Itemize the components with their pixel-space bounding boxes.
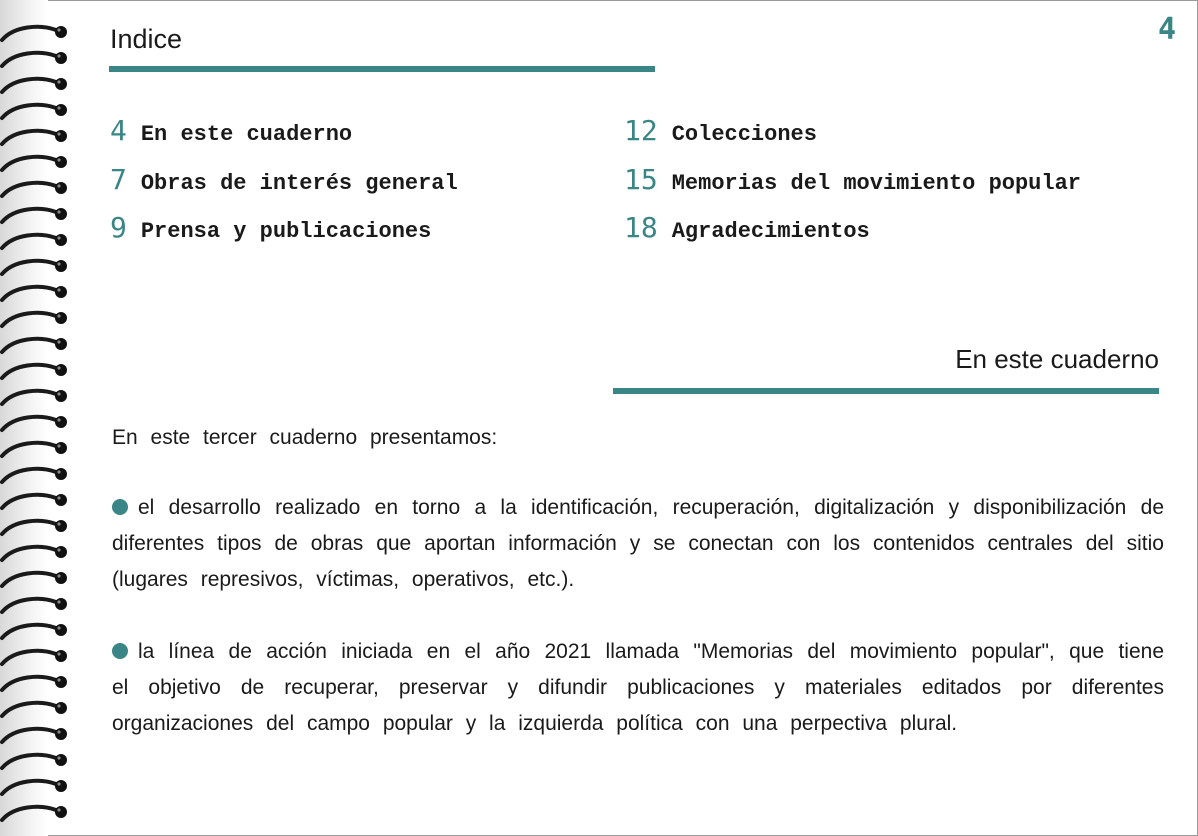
toc-item[interactable] — [624, 211, 870, 244]
bullet-text: el desarrollo realizado en torno a la identificación, recuperación, digitalización y disponibilización de diferentes tipos de obras que aportan información y se conectan con los contenidos centrales del sitio (lugares represivos, víctimas, operativos, etc.). — [112, 496, 1164, 591]
bullet-paragraph — [112, 634, 1164, 742]
toc-label: Prensa y publicaciones — [140, 219, 432, 244]
toc-page-number: 18 — [624, 211, 658, 244]
index-title: Indice — [110, 24, 183, 54]
bullet-paragraph — [112, 490, 1164, 598]
toc-page-number: 4 — [110, 114, 127, 147]
toc-item[interactable] — [624, 114, 817, 147]
toc-page-number: 15 — [624, 163, 658, 196]
bullet-text: la línea de acción iniciada en el año 2021 llamada "Memorias del movimiento popular", que tiene el objetivo de recuperar, preservar y difundir publicaciones y materiales editados por diferentes organizaciones del campo popular y la izquierda política con una perpectiva plural. — [112, 640, 1164, 735]
index-divider — [109, 66, 655, 72]
toc-label: Obras de interés general — [140, 171, 458, 196]
toc-item[interactable] — [110, 114, 352, 147]
bullet-dot-icon — [112, 643, 128, 659]
bullet-dot-icon — [112, 499, 128, 515]
toc-label: Agradecimientos — [671, 219, 870, 244]
section-divider — [613, 388, 1159, 394]
toc-label: En este cuaderno — [140, 122, 353, 147]
section-title: En este cuaderno — [955, 344, 1159, 374]
toc-item[interactable] — [110, 211, 431, 244]
toc-page-number: 12 — [624, 114, 658, 147]
page-number: 4 — [1157, 12, 1176, 47]
toc-item[interactable] — [110, 163, 458, 196]
intro-paragraph: En este tercer cuaderno presentamos: — [112, 426, 498, 449]
toc-item[interactable] — [624, 163, 1081, 196]
spiral-binding-icon — [0, 0, 80, 836]
toc-label: Memorias del movimiento popular — [671, 171, 1081, 196]
toc-page-number: 9 — [110, 211, 127, 244]
toc-label: Colecciones — [671, 122, 817, 147]
toc-page-number: 7 — [110, 163, 127, 196]
